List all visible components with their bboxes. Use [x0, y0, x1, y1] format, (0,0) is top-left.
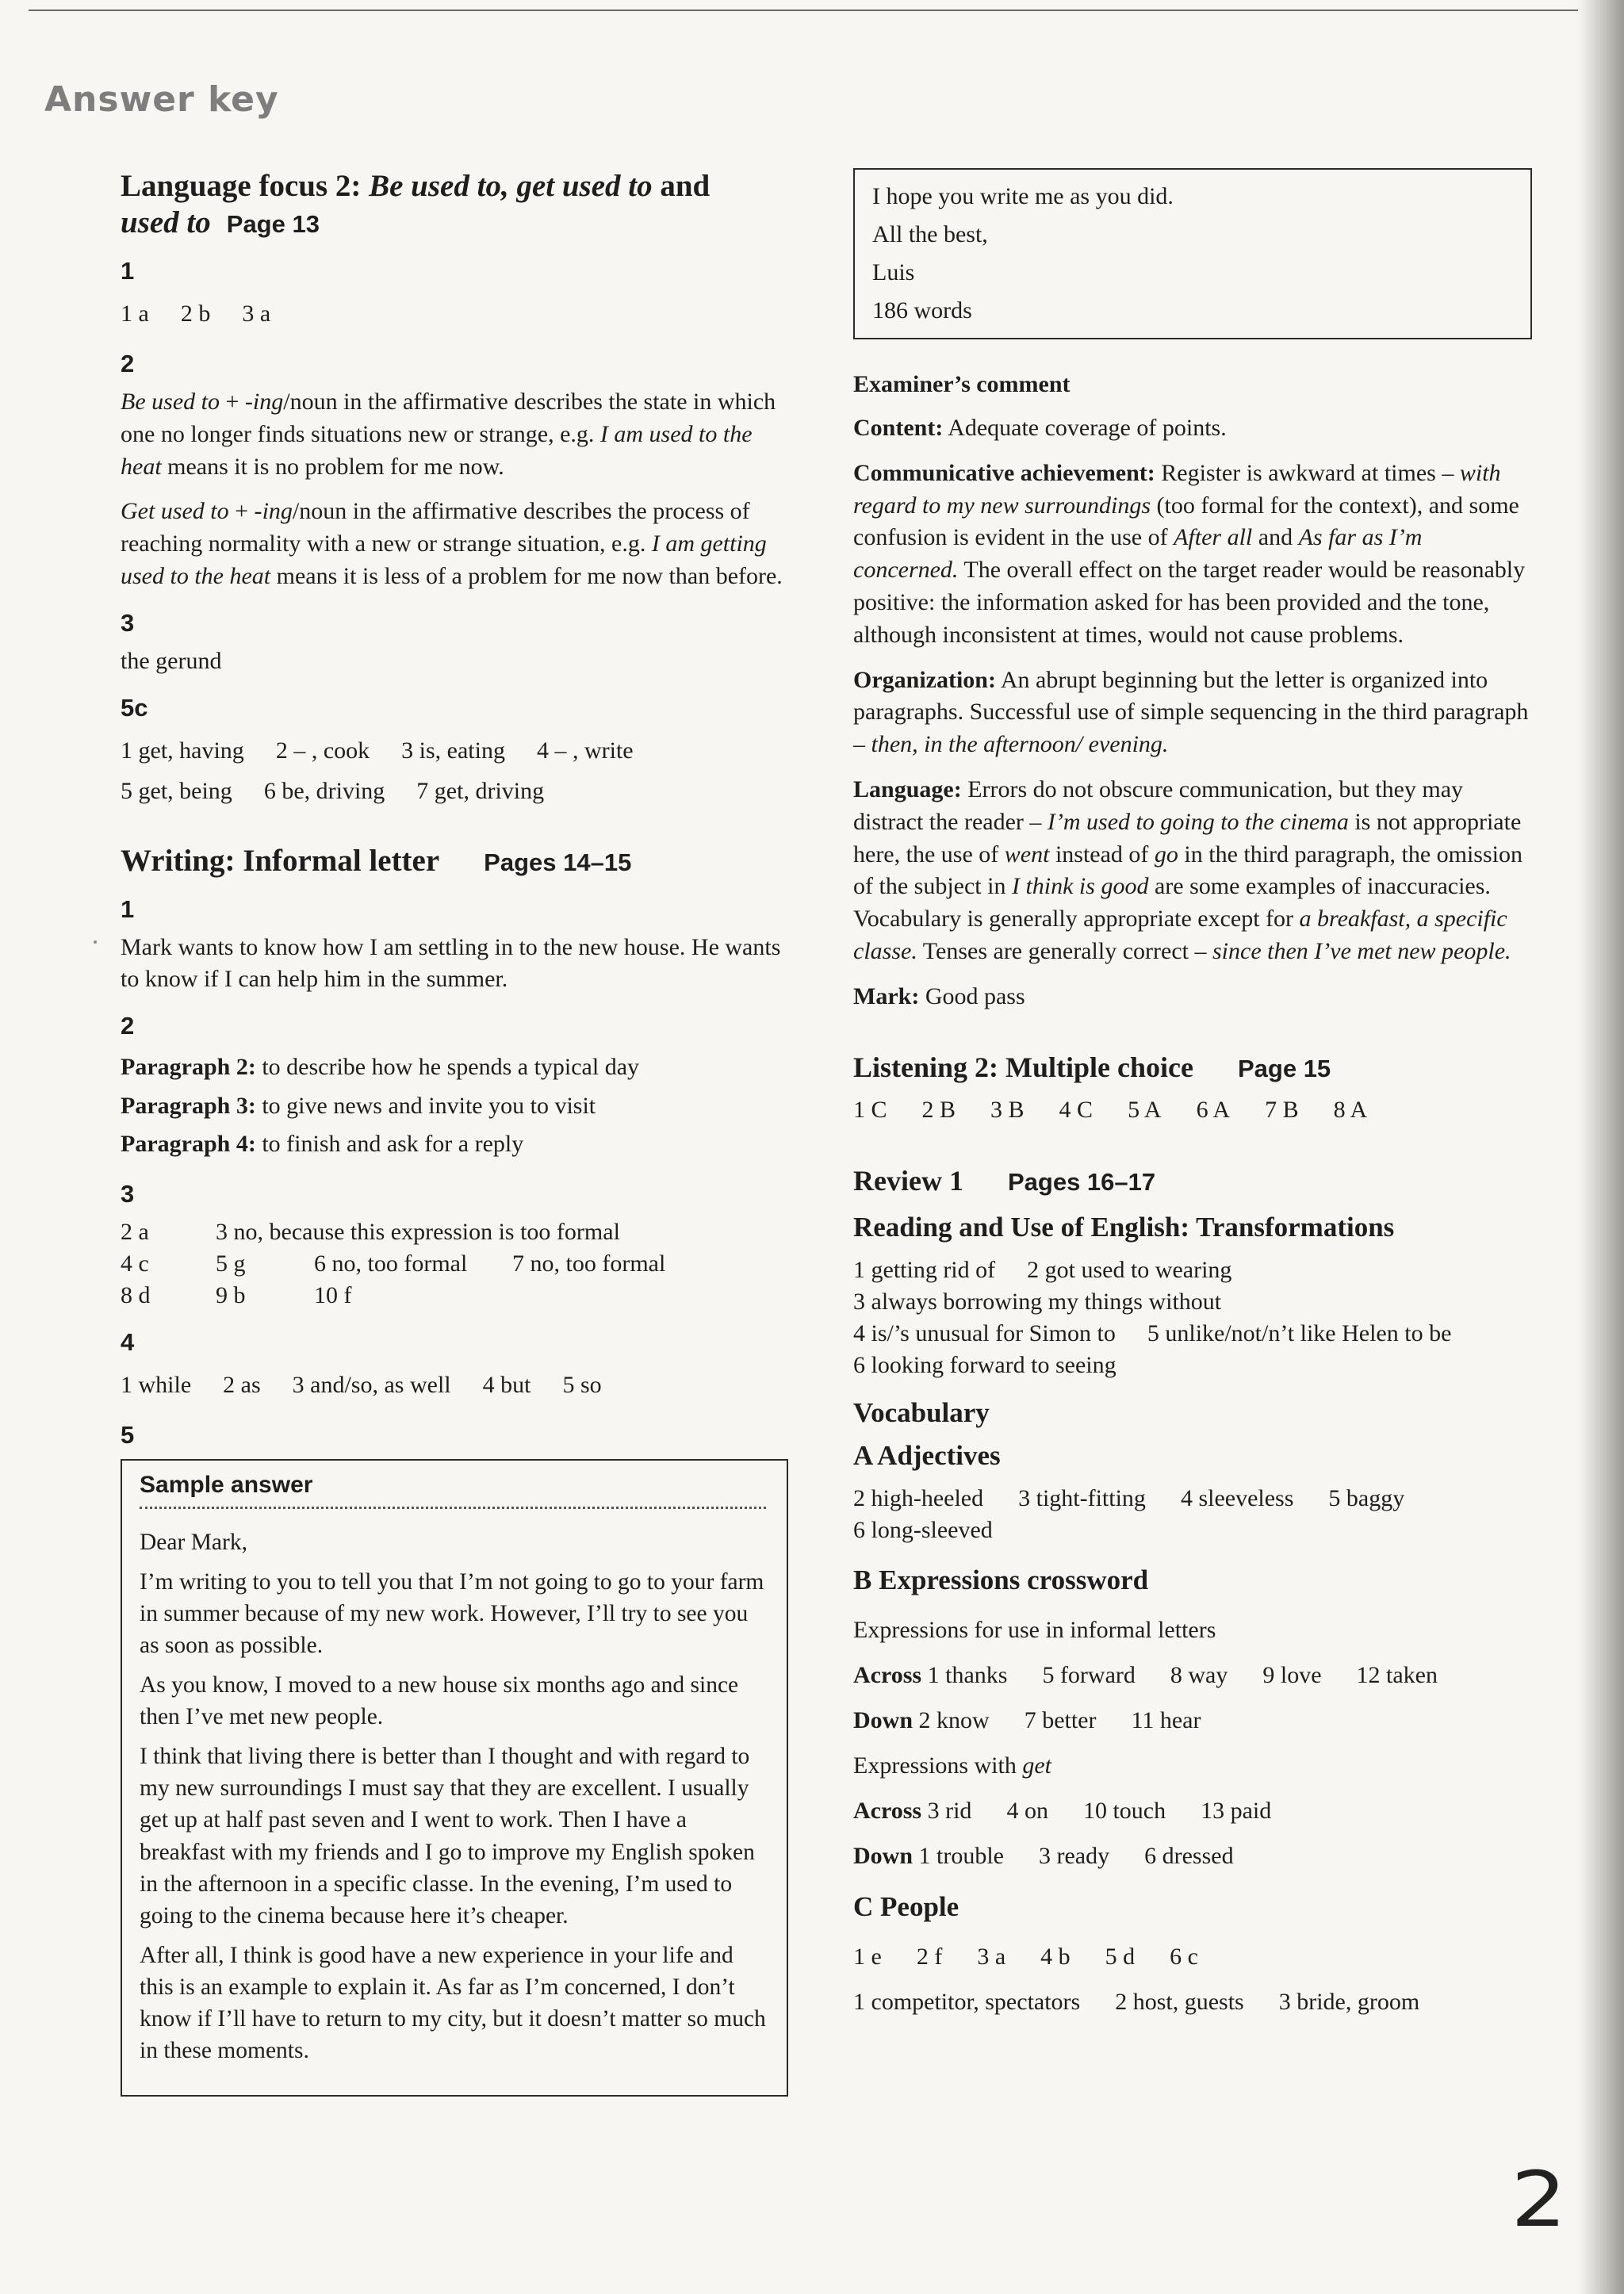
italic-text: As far as I’m concerned.: [853, 524, 1423, 584]
section-heading: [853, 1050, 1532, 1086]
page-reference: Pages 16–17: [1007, 1167, 1156, 1196]
answer: 1 thanks: [927, 1661, 1008, 1688]
text: instead of: [1049, 841, 1155, 867]
answer: 4 – , write: [536, 737, 634, 764]
answer: 1 competitor, spectators: [853, 1988, 1081, 2015]
section-heading: [121, 168, 787, 241]
answer: 9 b: [216, 1282, 246, 1309]
answer: 1 get, having: [121, 737, 244, 764]
question-number: 5c: [121, 693, 148, 722]
text: + -: [228, 498, 262, 525]
answer: 2 B: [921, 1096, 956, 1123]
subsection-heading: B Expressions crossword: [853, 1564, 1149, 1595]
answer: 7 B: [1265, 1096, 1299, 1123]
answer: 2 a: [121, 1219, 149, 1245]
letter-continuation-box: [853, 168, 1532, 339]
answer: 4 c: [121, 1250, 149, 1277]
text: Errors do not obscure communication, but they may distract the reader –: [853, 776, 1464, 835]
text: Good pass: [919, 982, 1025, 1009]
label: Paragraph 4:: [121, 1131, 256, 1158]
answer: 1 C: [853, 1096, 887, 1123]
answer: 5 d: [1105, 1943, 1136, 1970]
answer-grid: [121, 1248, 787, 1280]
answer: 2 b: [180, 301, 211, 327]
text: means it is less of a problem for me now than before.: [270, 563, 783, 590]
text: /noun in the affirmative describes the state in which one no longer finds situations new or strange, e.g.: [121, 389, 776, 447]
answer: 3 a: [977, 1943, 1006, 1970]
section-listening-2: [853, 1050, 1532, 1124]
text: (too formal for the context), and some confusion is evident in the use of: [853, 492, 1519, 551]
text: to describe how he spends a typical day: [255, 1054, 640, 1081]
answer: 7 no, too formal: [512, 1250, 666, 1277]
letter-line: Luis: [872, 259, 915, 285]
italic-text: since then I’ve met new people.: [1212, 937, 1511, 964]
answer-line: [853, 1318, 1532, 1350]
answer: 1 getting rid of: [853, 1256, 996, 1283]
label: Paragraph 3:: [121, 1092, 256, 1119]
answer: 2 – , cook: [275, 737, 370, 764]
question-number: 2: [121, 350, 135, 378]
answer: 3 tight-fitting: [1018, 1485, 1146, 1512]
answer: 11 hear: [1131, 1706, 1201, 1733]
answer: 4 is/’s unusual for Simon to: [853, 1319, 1116, 1346]
answer: 3 a: [242, 301, 271, 327]
page-title: Answer key: [44, 79, 279, 120]
answer-line: [853, 1653, 1532, 1698]
sample-answer-box: [121, 1459, 788, 2097]
answer: 3 bride, groom: [1278, 1988, 1420, 2015]
answer: 10 f: [314, 1282, 352, 1309]
text: Register is awkward at times –: [1155, 459, 1460, 486]
answer-line: [853, 1286, 1532, 1318]
answer: 4 C: [1059, 1096, 1094, 1123]
answer: 3 rid: [927, 1797, 972, 1824]
answer: 1 while: [121, 1371, 192, 1398]
label: Mark:: [853, 982, 920, 1009]
italic-text: went: [1004, 841, 1050, 867]
question-number: 3: [121, 608, 135, 637]
label: Content:: [853, 415, 944, 441]
page-reference: Page 13: [226, 210, 320, 239]
text: An abrupt beginning but the letter is organized into paragraphs. Successful use of simple sequencing in the third paragraph –: [853, 666, 1529, 758]
answer-line: [853, 1788, 1532, 1833]
heading-text: and: [652, 169, 710, 203]
answer: 3 no, because this expression is too formal: [216, 1219, 620, 1245]
italic-text: ing: [252, 389, 284, 416]
italic-text: ing: [262, 498, 293, 525]
answer-line: [121, 1087, 787, 1126]
right-column: [853, 168, 1532, 2024]
answer: 12 taken: [1356, 1661, 1438, 1688]
question-number: 1: [121, 894, 135, 923]
text: to give news and invite you to visit: [255, 1092, 596, 1119]
answer-line: [853, 1698, 1532, 1743]
subsection-heading: A Adjectives: [853, 1440, 1001, 1472]
letter-paragraph: I think that living there is better than I thought and with regard to my new surroundings I must say that they are excellent. I usually get up at half past seven and I went to work. Then I have a breakfast with my friends and I go to improve my English spoken in the afternoon in a specific classe. In the evening, I’m used to going to the cinema because here it’s cheaper.: [140, 1744, 755, 1928]
text: + -: [219, 389, 253, 416]
section-language-focus-2: [121, 168, 787, 811]
top-rule: [29, 10, 1599, 11]
question-number: 5: [121, 1420, 135, 1449]
answer: 10 touch: [1082, 1797, 1166, 1824]
answer: 6 A: [1196, 1096, 1231, 1123]
answer-grid: [121, 1216, 787, 1248]
answer: 2 host, guests: [1115, 1988, 1244, 2015]
label: Down: [853, 1706, 914, 1733]
comment-paragraph: [853, 458, 1532, 652]
answer-row: [121, 1365, 787, 1405]
text: are some examples of inaccuracies. Vocabulary is generally appropriate except for: [853, 873, 1491, 933]
label: Language:: [853, 776, 962, 802]
italic-text: After all: [1174, 524, 1253, 551]
answer: 4 on: [1006, 1797, 1048, 1824]
heading-text: Writing: Informal letter: [121, 843, 440, 878]
text: is not appropriate here, the use of: [853, 808, 1522, 867]
answer: 6 looking forward to seeing: [853, 1352, 1116, 1379]
answer: 6 c: [1170, 1943, 1198, 1970]
italic-text: I am used to the heat: [121, 420, 753, 480]
answer: 1 trouble: [918, 1842, 1004, 1869]
heading-text: Language focus 2:: [121, 169, 370, 203]
answer: 7 better: [1024, 1706, 1097, 1733]
explanation-paragraph: [121, 386, 787, 483]
subsection-heading: Vocabulary: [853, 1397, 990, 1429]
letter-line: I hope you write me as you did.: [872, 183, 1174, 209]
answer-line: [121, 1125, 787, 1164]
answer: 5 A: [1128, 1096, 1162, 1123]
handwritten-page-number: 2: [1511, 2155, 1567, 2244]
section-writing: [121, 843, 787, 2097]
answer-line: [853, 1979, 1532, 2024]
answer: 2 know: [918, 1706, 990, 1733]
answer-line: [853, 1833, 1532, 1878]
letter-paragraph: As you know, I moved to a new house six months ago and since then I’ve met new people.: [140, 1672, 739, 1730]
text: to finish and ask for a reply: [255, 1131, 524, 1158]
italic-text: then, in the afternoon/ evening.: [871, 731, 1169, 758]
page-edge-shadow: [1578, 0, 1624, 2294]
answer-row: [121, 730, 787, 771]
sample-answer-title: Sample answer: [140, 1472, 766, 1509]
comment-paragraph: [853, 412, 1532, 445]
italic-text: with regard to my new surroundings: [853, 459, 1501, 519]
answer-row: [853, 1097, 1532, 1124]
answer: 5 so: [562, 1371, 602, 1398]
answer: 9 love: [1262, 1661, 1322, 1688]
answer: 3 ready: [1039, 1842, 1110, 1869]
answer: 6 no, too formal: [314, 1250, 468, 1277]
text: Adequate coverage of points.: [943, 415, 1227, 441]
question-number: 2: [121, 1012, 135, 1040]
italic-text: I’m used to going to the cinema: [1047, 808, 1349, 835]
answer: 8 d: [121, 1282, 151, 1309]
answer-row: [121, 293, 787, 334]
answer-line: [853, 1515, 1532, 1546]
crossword-subheading: [853, 1743, 1532, 1788]
text: /noun in the affirmative describes the process of reaching normality with a new or strange situation, e.g.: [121, 498, 750, 557]
question-number: 4: [121, 1327, 135, 1356]
answer: 1 a: [121, 301, 149, 327]
label: Communicative achievement:: [853, 459, 1155, 486]
answer: 5 unlike/not/n’t like Helen to be: [1147, 1319, 1452, 1346]
answer-row: [121, 771, 787, 811]
explanation-paragraph: [121, 496, 787, 592]
section-review-1: [853, 1163, 1532, 2024]
answer: 2 high-heeled: [853, 1485, 984, 1512]
answer: 3 is, eating: [401, 737, 505, 764]
italic-text: a breakfast, a specific classe.: [853, 906, 1507, 964]
heading-italic: Be used to, get used to: [369, 169, 653, 203]
question-number: 3: [121, 1180, 135, 1208]
answer: the gerund: [121, 647, 222, 674]
heading-text: Review 1: [853, 1164, 963, 1197]
comment-paragraph: [853, 981, 1532, 1013]
heading-text: Listening 2: Multiple choice: [853, 1051, 1193, 1083]
answer: 4 but: [482, 1371, 531, 1398]
answer-line: [121, 1048, 787, 1087]
label: Paragraph 2:: [121, 1054, 256, 1081]
comment-paragraph: [853, 774, 1532, 968]
comment-paragraph: [853, 664, 1532, 761]
answer: 5 g: [216, 1250, 246, 1277]
italic-text: Be used to: [121, 389, 220, 416]
label: Across: [853, 1797, 922, 1824]
answer: 4 sleeveless: [1180, 1485, 1294, 1512]
answer: 5 forward: [1042, 1661, 1136, 1688]
answer: Mark wants to know how I am settling in to the new house. He wants to know if I can help him in the summer.: [121, 933, 781, 993]
question-number: 1: [121, 257, 135, 285]
answer: 8 way: [1170, 1661, 1228, 1688]
text: in the third paragraph, the omission of the subject in: [853, 841, 1522, 900]
letter-line: All the best,: [872, 221, 988, 247]
speck: [94, 940, 97, 944]
italic-text: I think is good: [1011, 873, 1149, 900]
letter-paragraph: I’m writing to you to tell you that I’m not going to go to your farm in summer because of my new work. However, I’ll try to see you as soon as possible.: [140, 1568, 764, 1658]
italic-text: Get used to: [121, 498, 229, 525]
answer: 3 and/so, as well: [292, 1371, 451, 1398]
answer-line: [853, 1483, 1532, 1515]
answer-line: [853, 1254, 1532, 1286]
answer: 5 get, being: [121, 777, 232, 804]
answer: 7 get, driving: [416, 777, 545, 804]
section-heading: [121, 843, 787, 879]
italic-text: go: [1154, 841, 1178, 867]
answer: 3 always borrowing my things without: [853, 1288, 1222, 1315]
answer: 6 dressed: [1144, 1842, 1234, 1869]
answer-grid: [121, 1280, 787, 1312]
text: and: [1252, 524, 1299, 551]
label: Down: [853, 1842, 914, 1869]
answer: 4 b: [1040, 1943, 1071, 1970]
text: Expressions with: [853, 1752, 1023, 1779]
answer: 2 f: [916, 1943, 943, 1970]
answer-line: [853, 1350, 1532, 1381]
subsection-heading: Reading and Use of English: Transformations: [853, 1211, 1395, 1243]
answer-line: [853, 1934, 1532, 1979]
answer: 5 baggy: [1328, 1485, 1405, 1512]
examiner-heading: Examiner’s comment: [853, 371, 1071, 397]
answer: 8 A: [1333, 1096, 1368, 1123]
letter-paragraph: Dear Mark,: [140, 1529, 247, 1555]
italic-text: I am getting used to the heat: [121, 530, 767, 590]
text: means it is no problem for me now.: [161, 453, 504, 480]
page-reference: Pages 14–15: [484, 848, 632, 876]
answer: 2 as: [223, 1371, 261, 1398]
italic-text: get: [1022, 1752, 1051, 1779]
text: The overall effect on the target reader would be reasonably positive: the information asked for has been provided and the tone, although inconsistent at times, would not cause problems.: [853, 557, 1526, 648]
page-reference: Page 15: [1237, 1054, 1331, 1082]
subsection-heading: C People: [853, 1890, 959, 1922]
text: Tenses are generally correct –: [917, 937, 1212, 964]
letter-paragraph: After all, I think is good have a new experience in your life and this is an example to explain it. As far as I’m concerned, I don’t know if I’ll have to return to my city, but it doesn’t matter so much in these moments.: [140, 1942, 766, 2064]
answer: 6 long-sleeved: [853, 1517, 993, 1544]
label: Across: [853, 1661, 922, 1688]
label: Organization:: [853, 666, 996, 693]
section-heading: [853, 1163, 1532, 1199]
answer: 13 paid: [1201, 1797, 1272, 1824]
answer: 3 B: [990, 1096, 1025, 1123]
left-column: [121, 168, 787, 2097]
examiner-comment: [853, 371, 1532, 1013]
answer: 2 got used to wearing: [1027, 1256, 1232, 1283]
answer: 6 be, driving: [263, 777, 385, 804]
word-count: 186 words: [872, 297, 972, 324]
crossword-subheading: Expressions for use in informal letters: [853, 1616, 1216, 1643]
heading-italic: used to: [121, 205, 211, 240]
answer: 1 e: [853, 1943, 882, 1970]
